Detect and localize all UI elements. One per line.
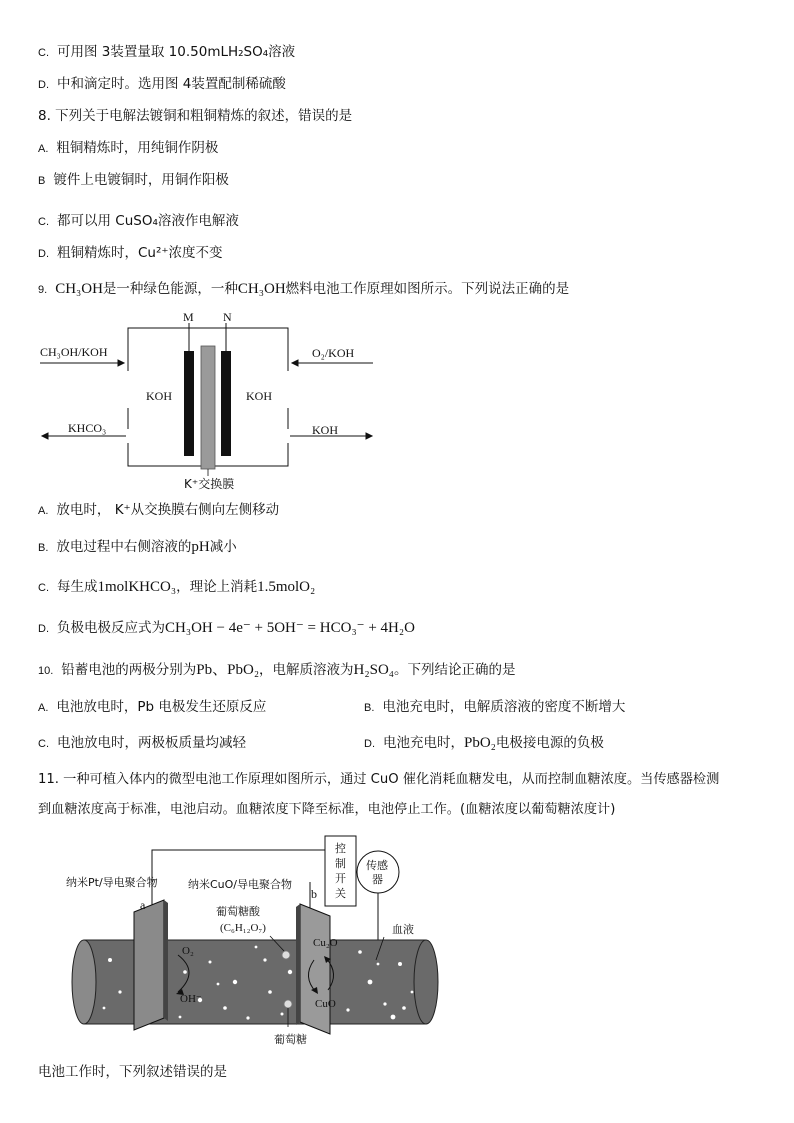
option-label: D.: [38, 79, 49, 91]
option-text: ，理论上消耗: [176, 579, 258, 595]
q7-option-c: [38, 42, 295, 63]
stem-text: 铅蓄电池的两极分别为: [61, 662, 197, 678]
option-text: 负极电极反应式为: [57, 620, 165, 636]
formula: PbO₂: [464, 735, 496, 751]
option-text: 减小: [209, 539, 237, 555]
label-left-outlet: KHCO₃: [68, 421, 107, 435]
q10-option-a: [38, 697, 266, 718]
option-label: B.: [38, 542, 49, 554]
formula: 1molKHCO₃: [97, 579, 177, 595]
q8-option-b: [38, 170, 229, 191]
formula: H₂SO₄: [353, 662, 395, 678]
option-text: 电池放电时，两极板质量均减轻: [57, 735, 246, 751]
q10-stem: [38, 660, 516, 681]
option-text: 都可以用 CuSO₄溶液作电解液: [57, 213, 239, 229]
svg-text:开: 开: [335, 873, 346, 885]
question-number: 10.: [38, 665, 54, 677]
svg-text:传感: 传感: [366, 860, 388, 872]
electrode-n: [221, 351, 231, 456]
option-text: 电池充电时，电解质溶液的密度不断增大: [382, 699, 626, 715]
q8-option-d: [38, 243, 223, 264]
stem-text: 。下列结论正确的是: [394, 662, 516, 678]
q8-stem: 8. 下列关于电解法镀铜和粗铜精炼的叙述，错误的是: [38, 108, 353, 124]
option-label: B: [38, 175, 46, 187]
gluconic-acid-molecule: [282, 951, 290, 959]
option-text: 电池放电时，Pb 电极发生还原反应: [56, 699, 267, 715]
q9-option-a: [38, 500, 279, 521]
formula: Pb、PbO₂: [196, 662, 260, 678]
option-text: 中和滴定时。选用图 4装置配制稀硫酸: [57, 76, 286, 92]
question-number: 9.: [38, 284, 48, 296]
label-cuo: CuO: [315, 998, 336, 1010]
formula: 1.5molO₂: [257, 579, 316, 595]
option-label: D.: [364, 738, 375, 750]
label-pt-electrode: 纳米Pt/导电聚合物: [66, 876, 158, 889]
electrode-m: [184, 351, 194, 456]
label-left-koh: KOH: [146, 389, 172, 403]
option-text: 每生成: [57, 579, 98, 595]
label-cu2o: Cu₂O: [313, 937, 338, 949]
label-cuo-electrode: 纳米CuO/导电聚合物: [188, 878, 293, 891]
label-a: a: [140, 898, 146, 912]
ph: pH: [191, 539, 210, 555]
q10-option-c: [38, 733, 246, 754]
label-right-koh: KOH: [246, 389, 272, 403]
svg-text:制: 制: [335, 858, 346, 870]
glucose-molecule: [284, 1000, 292, 1008]
stem-text: ，电解质溶液为: [259, 662, 354, 678]
electrode-b-cuo: [300, 904, 330, 1034]
option-label: C.: [38, 216, 49, 228]
option-text: 放电过程中右侧溶液的: [56, 539, 192, 555]
q11-tail: 电池工作时，下列叙述错误的是: [38, 1064, 227, 1080]
option-text: 可用图 3装置量取 10.50mLH₂SO₄溶液: [57, 44, 296, 60]
q11-glucose-cell-diagram: [60, 832, 460, 1050]
q9-option-d: [38, 618, 415, 639]
label-o2: O₂: [182, 945, 194, 957]
q11-stem-line2: 到血糖浓度高于标准，电池启动。血糖浓度下降至标准，电池停止工作。(血糖浓度以葡萄糖浓度计): [38, 802, 616, 817]
option-label: C.: [38, 738, 49, 750]
svg-text:器: 器: [372, 874, 383, 886]
option-text: 粗铜精炼时，Cu²⁺浓度不变: [57, 245, 223, 261]
q7-option-d: [38, 74, 286, 95]
label-blood: 血液: [392, 923, 414, 936]
q8-option-c: [38, 211, 239, 232]
k-exchange-membrane: [201, 346, 215, 469]
label-n: N: [223, 310, 232, 324]
option-label: B.: [364, 702, 375, 714]
option-label: D.: [38, 248, 49, 260]
option-label: D.: [38, 623, 49, 635]
q10-option-d: [364, 733, 604, 754]
equation: CH₃OH − 4e⁻ + 5OH⁻ = HCO₃⁻ + 4H₂O: [165, 620, 415, 636]
svg-text:关: 关: [335, 888, 346, 900]
option-label: A.: [38, 702, 49, 714]
option-text: 放电时， K⁺从交换膜右侧向左侧移动: [56, 502, 280, 518]
label-left-inlet: CH₃OH/KOH: [40, 345, 108, 359]
q9-option-c: [38, 577, 315, 598]
label-gluconic-formula: (C₆H₁₂O₇): [220, 922, 266, 934]
option-text: 粗铜精炼时，用纯铜作阴极: [56, 140, 219, 156]
label-right-outlet: KOH: [312, 423, 338, 437]
label-gluconic-acid: 葡萄糖酸: [216, 905, 260, 918]
option-label: C.: [38, 47, 49, 59]
label-oh: OH⁻: [180, 993, 202, 1005]
sensor-circle: [357, 851, 399, 893]
stem-text: 是一种绿色能源，一种: [102, 281, 238, 297]
q8-option-a: [38, 138, 218, 159]
label-right-inlet: O₂/KOH: [312, 346, 355, 360]
q10-option-b: [364, 697, 625, 718]
option-text: 电极接电源的负极: [495, 735, 604, 751]
formula: CH₃OH: [55, 281, 103, 297]
label-m: M: [183, 310, 194, 324]
q9-fuel-cell-diagram: [38, 308, 378, 493]
option-label: A.: [38, 143, 49, 155]
q9-stem: [38, 279, 569, 300]
electrode-a-pt: [134, 900, 164, 1030]
label-b: b: [311, 887, 317, 901]
formula: CH₃OH: [237, 281, 286, 297]
stem-text: 燃料电池工作原理如图所示。下列说法正确的是: [285, 281, 570, 297]
label-glucose: 葡萄糖: [274, 1033, 307, 1046]
label-membrane: K⁺交换膜: [184, 477, 235, 491]
option-text: 电池充电时，: [383, 735, 464, 751]
option-label: C.: [38, 582, 49, 594]
q9-option-b: [38, 537, 237, 558]
q11-stem-line1: 11. 一种可植入体内的微型电池工作原理如图所示，通过 CuO 催化消耗血糖发电，从而控制血糖浓度。当传感器检测: [38, 772, 720, 787]
option-text: 镀件上电镀铜时，用铜作阳极: [53, 172, 229, 188]
svg-text:控: 控: [335, 843, 346, 855]
option-label: A.: [38, 505, 49, 517]
